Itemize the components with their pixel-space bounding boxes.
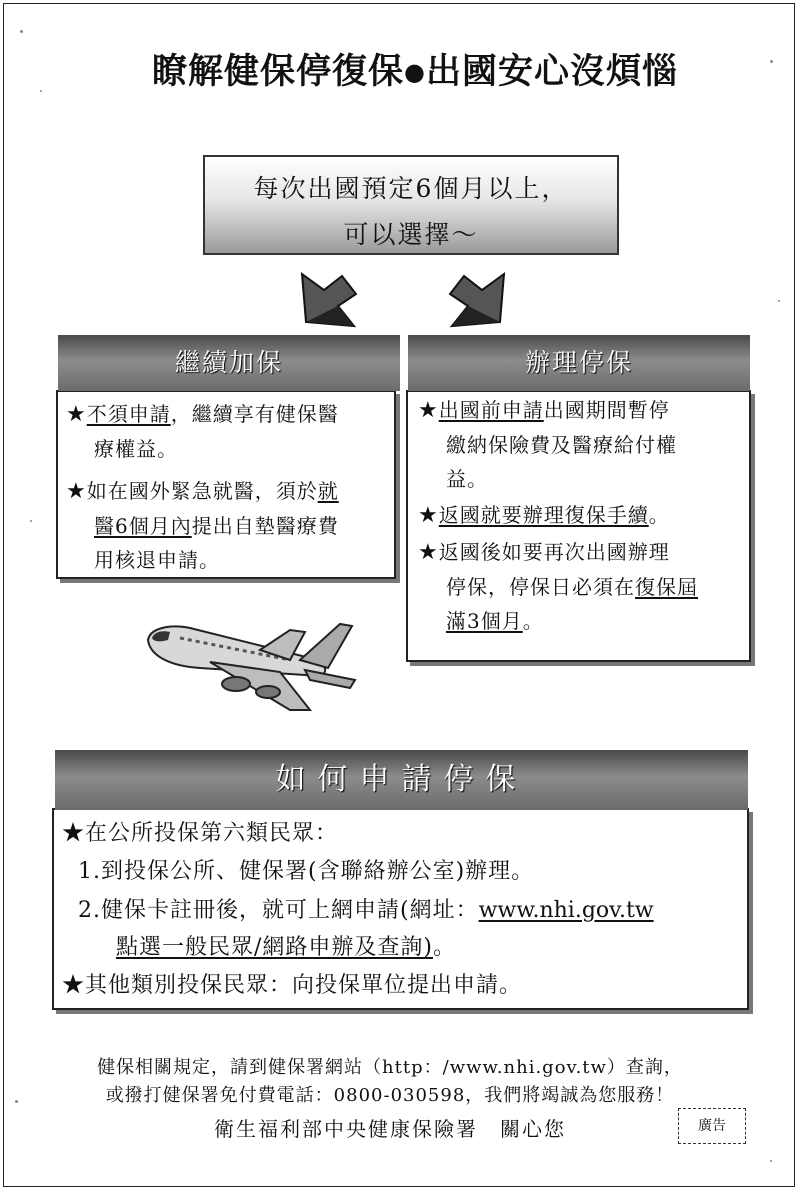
title-main: 瞭解健保停復保 <box>152 52 405 92</box>
suspend-item-3 <box>418 535 748 638</box>
item-text: 停保，停保日必須在 <box>446 575 635 599</box>
underline-text: 出國前申請 <box>438 398 544 422</box>
intro-line-1: 每次出國預定6個月以上， <box>253 174 569 203</box>
footer-signature: 衛生福利部中央健康保險署 關心您 <box>214 1117 566 1141</box>
star-icon: ★ <box>66 402 87 427</box>
item-text: 提出自墊醫療費 <box>191 514 339 538</box>
item-text: 繳納保險費及醫療給付權 <box>446 433 677 457</box>
airplane-illustration <box>140 610 360 720</box>
scan-speck <box>20 30 23 33</box>
continue-insurance-header: 繼續加保 <box>58 335 400 391</box>
scan-speck <box>30 520 32 522</box>
footer-line-1: 健保相關規定，請到健保署網站（http：/www.nhi.gov.tw）查詢， <box>97 1057 683 1078</box>
item-text: 返國後如要再次出國辦理 <box>438 540 670 564</box>
star-icon: ★ <box>418 503 439 528</box>
scan-speck <box>778 300 780 302</box>
title-dot: ● <box>404 58 426 86</box>
apply-line-5: ★其他類別投保民眾：向投保單位提出申請。 <box>62 973 523 998</box>
underline-text: 返國就要辦理復保手續 <box>438 503 649 527</box>
apply-line-3 <box>78 893 654 924</box>
scan-speck <box>770 1160 772 1162</box>
apply-line-1: ★在公所投保第六類民眾： <box>62 821 339 846</box>
suspend-item-1 <box>418 393 748 496</box>
item-text: 。 <box>522 609 544 633</box>
apply-line-3-text: 2.健保卡註冊後，就可上網申請(網址： <box>78 898 479 923</box>
apply-header: 如何申請停保 <box>55 750 748 810</box>
arrow-down-left-icon <box>298 272 360 328</box>
intro-bubble <box>203 155 619 255</box>
intro-line-2: 可以選擇～ <box>343 220 479 249</box>
apply-line-4 <box>116 930 456 961</box>
item-text: 如在國外緊急就醫，須於 <box>86 479 318 503</box>
item-text: 出國期間暫停 <box>543 398 670 422</box>
star-icon: ★ <box>66 479 87 504</box>
suspend-item-2 <box>418 498 748 533</box>
footer-line-2: 或撥打健保署免付費電話：0800-030598，我們將竭誠為您服務！ <box>105 1085 675 1106</box>
title-tail: 出國安心沒煩惱 <box>425 52 678 92</box>
underline-text: 滿3個月 <box>446 609 523 633</box>
scan-speck <box>40 90 42 92</box>
nhi-website-link[interactable]: www.nhi.gov.tw <box>478 898 654 923</box>
apply-line-2: 1.到投保公所、健保署(含聯絡辦公室)辦理。 <box>78 859 535 884</box>
underline-text: 復保屆 <box>635 575 698 599</box>
continue-item-1 <box>66 397 396 466</box>
item-text: 用核退申請。 <box>94 548 220 572</box>
scan-speck <box>770 60 773 63</box>
underline-text: 醫6個月內 <box>94 514 192 538</box>
underline-text: 不須申請 <box>86 402 171 426</box>
arrow-down-right-icon <box>446 272 508 328</box>
continue-item-2 <box>66 474 396 577</box>
page-title <box>90 44 740 94</box>
ad-label: 廣告 <box>678 1108 746 1144</box>
star-icon: ★ <box>418 540 439 565</box>
star-icon: ★ <box>418 398 439 423</box>
item-text: 。 <box>648 503 670 527</box>
underline-text: 就 <box>317 479 339 503</box>
apply-line-4-underline: 點選一般民眾/網路申辦及查詢) <box>116 935 433 960</box>
item-text: 療權益。 <box>94 437 178 461</box>
suspend-insurance-header: 辦理停保 <box>408 335 750 391</box>
apply-line-4-text: 。 <box>433 935 457 960</box>
item-text: 益。 <box>446 467 488 491</box>
item-text: ，繼續享有健保醫 <box>170 402 339 426</box>
scan-speck <box>15 1100 18 1103</box>
